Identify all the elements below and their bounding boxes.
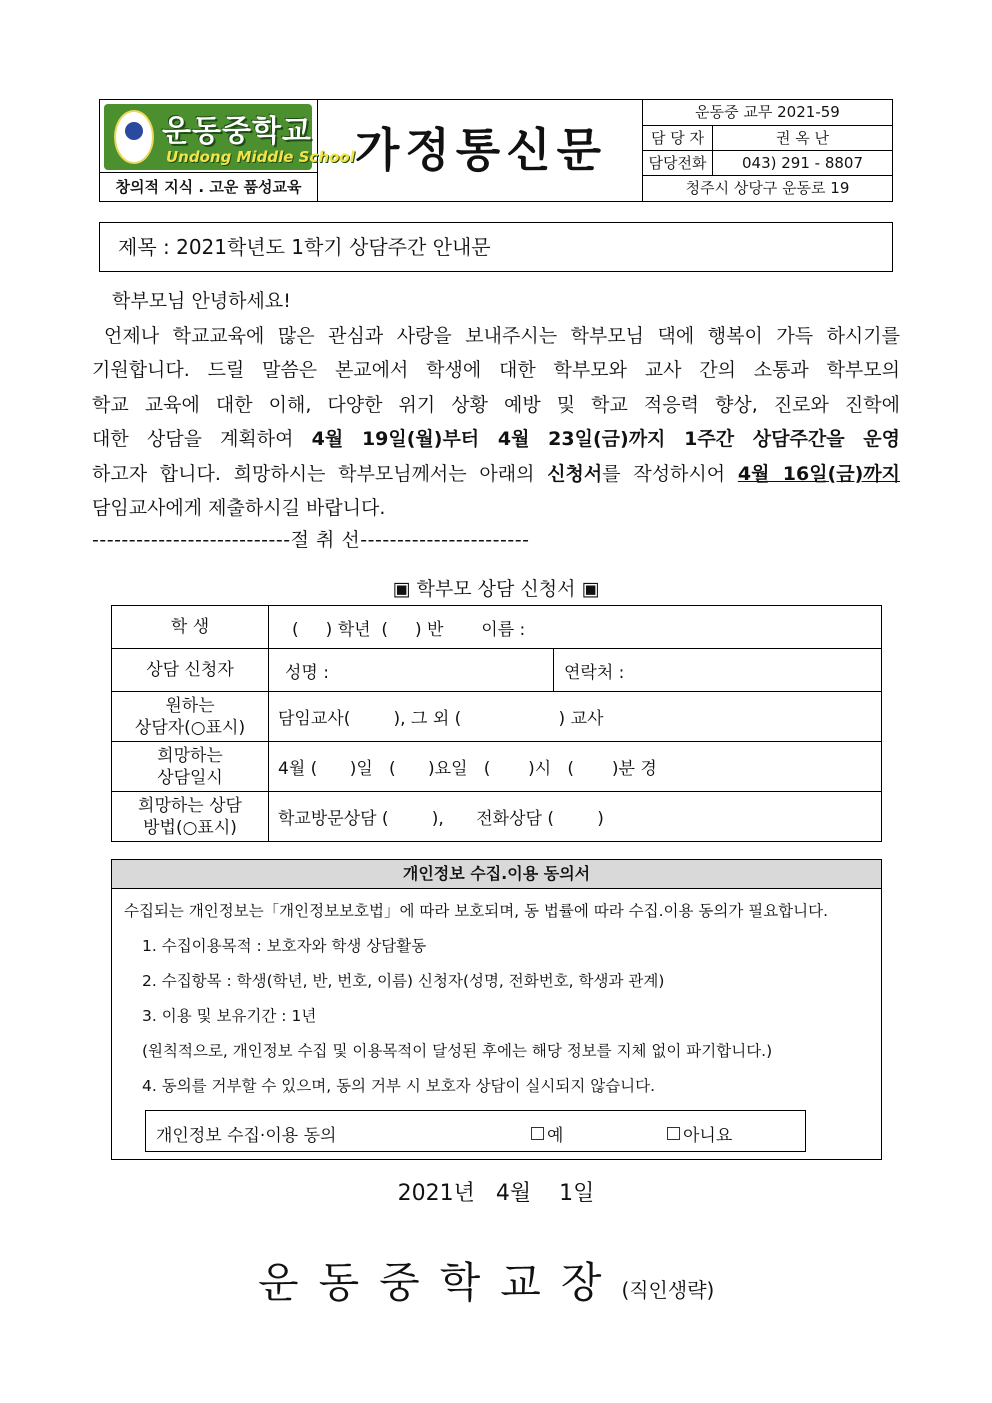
cut-line: ---------------------------절 취 선----------------------- bbox=[92, 529, 530, 551]
school-emblem-icon bbox=[114, 110, 154, 164]
greeting: 학부모님 안녕하세요! bbox=[112, 290, 291, 312]
counselor-field[interactable]: 담임교사( ), 그 외 ( ) 교사 bbox=[278, 709, 604, 729]
applicant-divider bbox=[553, 649, 554, 691]
manager-row bbox=[643, 126, 892, 151]
privacy-heading: 개인정보 수집.이용 동의서 bbox=[112, 860, 881, 889]
principal-title: 운동중학교장 bbox=[258, 1258, 622, 1307]
datetime-field[interactable]: 4월 ( )일 ( )요일 ( )시 ( )분 경 bbox=[278, 759, 657, 779]
applicant-row bbox=[112, 649, 881, 692]
phone-value: 043) 291 - 8807 bbox=[741, 154, 863, 172]
body-line-1: 언제나 학교교육에 많은 관심과 사랑을 보내주시는 학부모님 댁에 행복이 가득 하시기를 bbox=[104, 324, 900, 347]
submission-deadline: 4월 16일(금)까지 bbox=[737, 462, 900, 485]
application-form-term: 신청서 bbox=[547, 462, 603, 485]
consent-row bbox=[145, 1110, 806, 1152]
student-row bbox=[112, 606, 881, 649]
privacy-item-4: 4. 동의를 거부할 수 있으며, 동의 거부 시 보호자 상담이 실시되지 않습니다. bbox=[142, 1077, 656, 1095]
privacy-intro: 수집되는 개인정보는「개인정보보호법」에 따라 보호되며, 동 법률에 따라 수집.이용 동의가 필요합니다. bbox=[124, 902, 829, 920]
counselor-label: 원하는 상담자(○표시) bbox=[112, 692, 269, 741]
logo-korean-name: 운동중학교 bbox=[162, 114, 312, 149]
phone-label: 담당전화 bbox=[643, 151, 713, 175]
manager-value: 권 옥 난 bbox=[775, 129, 829, 147]
student-label: 학 생 bbox=[112, 606, 269, 648]
doc-number: 운동중 교무 2021-59 bbox=[643, 100, 892, 126]
consent-yes-label: 예 bbox=[547, 1126, 564, 1146]
datetime-row bbox=[112, 742, 881, 792]
counselor-row bbox=[112, 692, 881, 742]
form-title: ▣ 학부모 상담 신청서 ▣ bbox=[392, 578, 600, 600]
privacy-item-1: 1. 수집이용목적 : 보호자와 학생 상담활동 bbox=[142, 937, 427, 955]
student-field[interactable]: ( ) 학년 ( ) 반 이름 : bbox=[292, 619, 526, 640]
school-logo bbox=[104, 104, 355, 170]
letter-body bbox=[92, 284, 900, 526]
checkbox-icon[interactable] bbox=[531, 1127, 544, 1140]
datetime-label: 희망하는 상담일시 bbox=[112, 742, 269, 791]
logo-cell bbox=[100, 100, 355, 201]
method-row bbox=[112, 792, 881, 841]
applicant-label: 상담 신청자 bbox=[112, 649, 269, 691]
method-field[interactable]: 학교방문상담 ( ), 전화상담 ( ) bbox=[278, 809, 604, 829]
page-title: 가정통신문 bbox=[354, 123, 608, 177]
consent-no-option[interactable] bbox=[667, 1121, 732, 1146]
consent-no-label: 아니요 bbox=[683, 1126, 733, 1146]
info-box bbox=[642, 100, 892, 201]
body-line-5-start: 하고자 합니다. 희망하시는 학부모님께서는 아래의 bbox=[92, 462, 548, 485]
subject-box: 제목 : 2021학년도 1학기 상담주간 안내문 bbox=[99, 222, 893, 272]
consent-yes-option[interactable] bbox=[531, 1121, 563, 1146]
method-label: 희망하는 상담 방법(○표시) bbox=[112, 792, 269, 841]
consent-label: 개인정보 수집·이용 동의 bbox=[156, 1126, 337, 1146]
privacy-item-2: 2. 수집항목 : 학생(학년, 반, 번호, 이름) 신청자(성명, 전화번호, 학생과 관계) bbox=[142, 972, 665, 990]
privacy-note: (원칙적으로, 개인정보 수집 및 이용목적이 달성된 후에는 해당 정보를 지체 없이 파기합니다.) bbox=[142, 1042, 773, 1060]
body-line-3: 학교 교육에 대한 이해, 다양한 위기 상황 예방 및 학교 적응력 향상, 진로와 진학에 bbox=[92, 393, 900, 416]
counseling-period: 4월 19일(월)부터 4월 23일(금)까지 1주간 상담주간을 운영 bbox=[311, 428, 900, 450]
body-line-4-start: 대한 상담을 계획하여 bbox=[92, 428, 312, 450]
phone-row bbox=[643, 151, 892, 176]
body-line-6: 담임교사에게 제출하시길 바랍니다. bbox=[92, 497, 386, 519]
issue-date: 2021년 4월 1일 bbox=[397, 1181, 595, 1206]
school-address: 청주시 상당구 운동로 19 bbox=[685, 179, 850, 197]
counseling-application-form bbox=[111, 605, 882, 842]
manager-label: 담 당 자 bbox=[643, 126, 713, 150]
body-line-5-middle: 를 작성하시어 bbox=[602, 462, 738, 485]
body-line-5 bbox=[92, 457, 900, 492]
body-line-2: 기원합니다. 드릴 말씀은 본교에서 학생에 대한 학부모와 교사 간의 소통과 학부모의 bbox=[92, 359, 900, 381]
applicant-contact-field[interactable]: 연락처 : bbox=[564, 662, 625, 683]
applicant-name-field[interactable]: 성명 : bbox=[285, 662, 329, 683]
privacy-consent-box bbox=[111, 859, 882, 1160]
seal-omitted-note: (직인생략) bbox=[621, 1278, 715, 1302]
privacy-item-3: 3. 이용 및 보유기간 : 1년 bbox=[142, 1007, 317, 1025]
body-line-4 bbox=[92, 422, 900, 457]
school-motto: 창의적 지식 . 고운 품성교육 bbox=[100, 172, 317, 201]
signature bbox=[258, 1250, 714, 1310]
checkbox-icon[interactable] bbox=[667, 1127, 680, 1140]
logo-english-name: Undong Middle School bbox=[166, 148, 355, 166]
letter-header bbox=[99, 99, 893, 202]
